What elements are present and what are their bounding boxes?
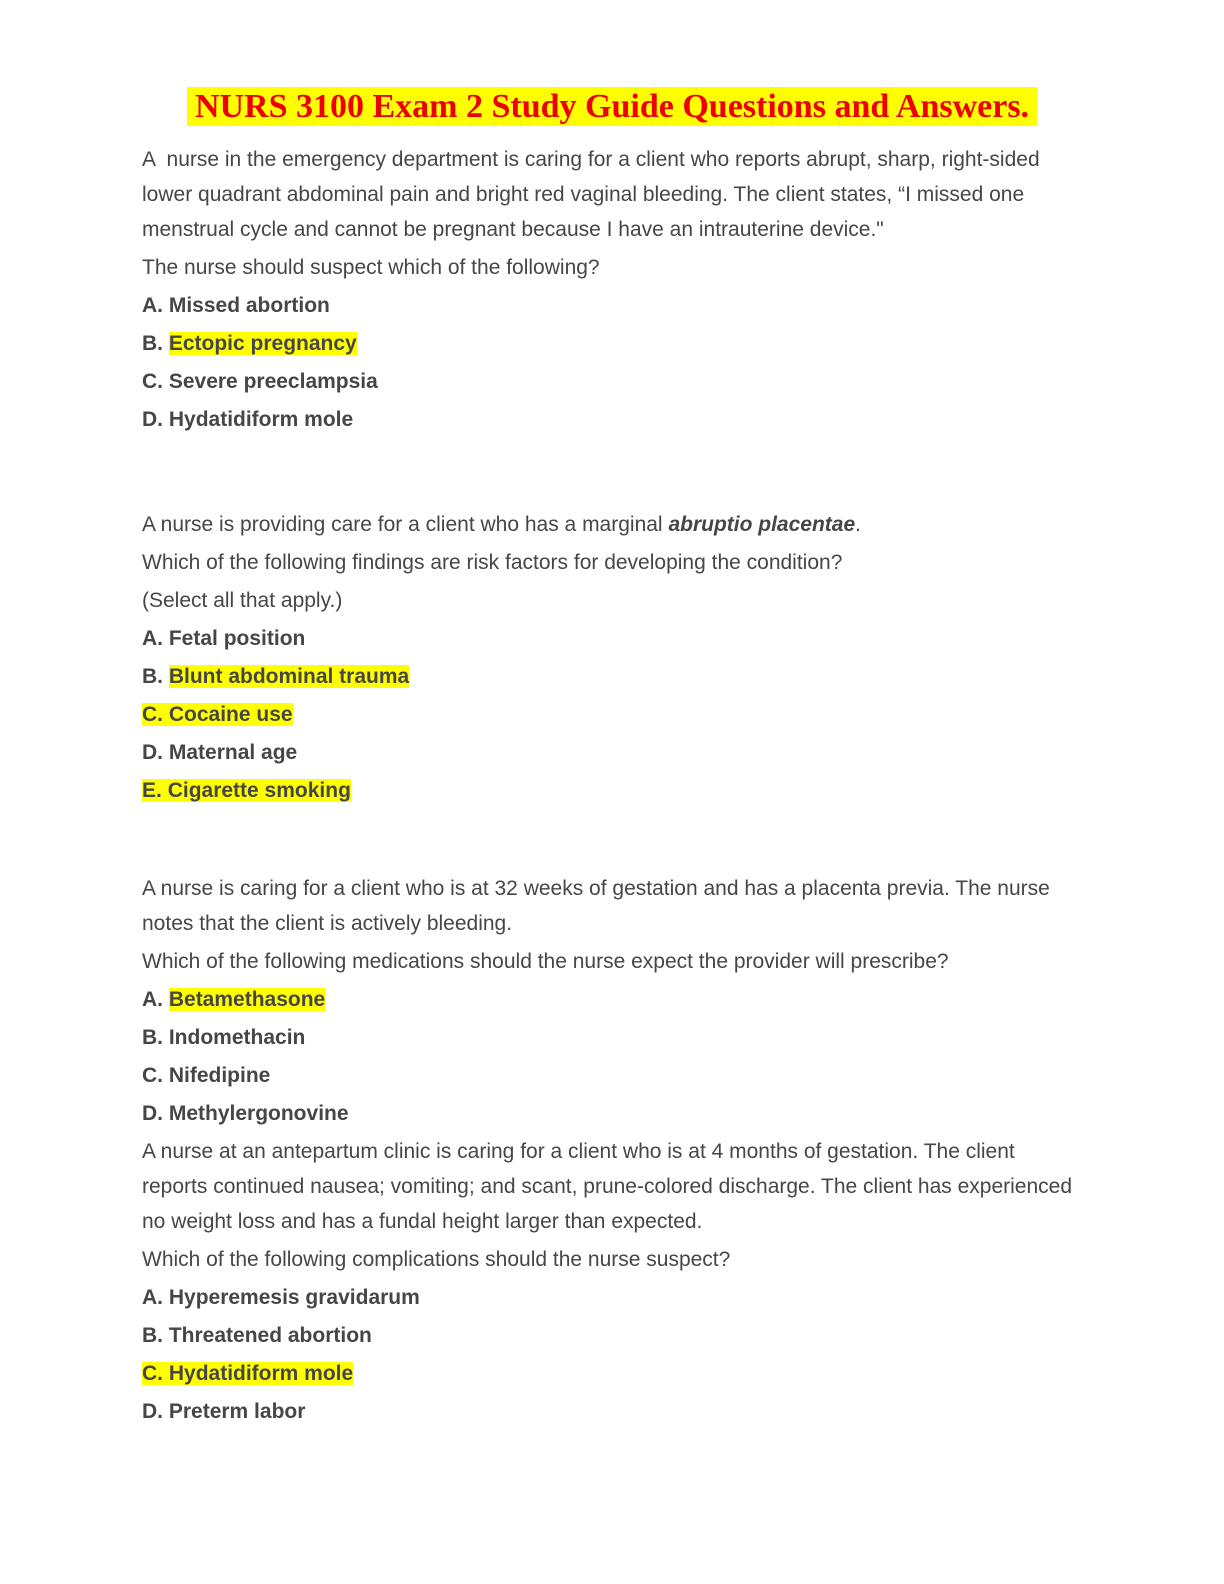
answer-options xyxy=(142,621,1082,808)
answer-option xyxy=(142,982,1082,1017)
question-3 xyxy=(142,871,1082,1131)
option-text: Preterm labor xyxy=(168,1400,306,1423)
option-text: Hyperemesis gravidarum xyxy=(168,1286,420,1309)
question-prompt: The nurse should suspect which of the following? xyxy=(142,256,600,279)
option-letter: D. xyxy=(142,741,163,764)
option-letter: D. xyxy=(142,1400,163,1423)
answer-option xyxy=(142,402,1082,437)
answer-option xyxy=(142,1096,1082,1131)
option-text: Cigarette smoking xyxy=(167,779,351,802)
option-letter: A. xyxy=(142,294,163,317)
option-text: Maternal age xyxy=(168,741,298,764)
option-letter: B. xyxy=(142,1324,163,1347)
option-text: Missed abortion xyxy=(168,294,330,317)
question-prompt: Which of the following findings are risk factors for developing the condition? xyxy=(142,551,843,574)
answer-option xyxy=(142,1318,1082,1353)
answer-option xyxy=(142,288,1082,323)
option-text: Fetal position xyxy=(168,627,306,650)
stem-lead: A nurse is providing care for a client who has a marginal xyxy=(142,513,669,536)
option-letter: E. xyxy=(142,779,162,802)
answer-option xyxy=(142,1394,1082,1429)
answer-option xyxy=(142,364,1082,399)
page-title-text: NURS 3100 Exam 2 Study Guide Questions and Answers. xyxy=(187,87,1037,126)
option-text: Cocaine use xyxy=(168,703,293,726)
option-letter: B. xyxy=(142,665,163,688)
option-text: Ectopic pregnancy xyxy=(168,332,357,355)
answer-option xyxy=(142,621,1082,656)
option-text: Blunt abdominal trauma xyxy=(168,665,410,688)
page-title xyxy=(142,84,1082,130)
option-text: Nifedipine xyxy=(168,1064,271,1087)
question-stem: A nurse at an antepartum clinic is caring for a client who is at 4 months of gestation. The client reports continued nausea; vomiting; and scant, prune-colored discharge. The client has experienced no weight loss and has a fundal height larger than expected. xyxy=(142,1140,1078,1233)
option-letter: C. xyxy=(142,370,163,393)
emphasized-term: abruptio placentae xyxy=(668,513,856,536)
section-gap xyxy=(142,440,1082,507)
question-prompt: Which of the following medications should the nurse expect the provider will prescribe? xyxy=(142,950,949,973)
question-1 xyxy=(142,142,1082,437)
option-letter: A. xyxy=(142,627,163,650)
question-stem: A nurse in the emergency department is caring for a client who reports abrupt, sharp, right-sided lower quadrant abdominal pain and bright red vaginal bleeding. The client states, “I missed one menstrual cycle and cannot be pregnant because I have an intrauterine device." xyxy=(142,148,1046,241)
option-letter: C. xyxy=(142,1362,163,1385)
section-gap xyxy=(142,811,1082,871)
option-letter: B. xyxy=(142,332,163,355)
answer-option xyxy=(142,1280,1082,1315)
answer-option xyxy=(142,659,1082,694)
stem-tail: . xyxy=(855,513,861,536)
question-4 xyxy=(142,1134,1082,1429)
answer-option xyxy=(142,697,1082,732)
answer-options xyxy=(142,1280,1082,1429)
option-text: Hydatidiform mole xyxy=(168,408,354,431)
option-letter: D. xyxy=(142,1102,163,1125)
option-text: Hydatidiform mole xyxy=(168,1362,354,1385)
option-letter: A. xyxy=(142,1286,163,1309)
answer-options xyxy=(142,982,1082,1131)
option-letter: C. xyxy=(142,703,163,726)
question-2 xyxy=(142,507,1082,808)
answer-option xyxy=(142,773,1082,808)
answer-option xyxy=(142,1356,1082,1391)
question-stem xyxy=(142,507,1082,542)
option-text: Indomethacin xyxy=(168,1026,306,1049)
option-text: Betamethasone xyxy=(168,988,326,1011)
option-text: Methylergonovine xyxy=(168,1102,349,1125)
option-letter: B. xyxy=(142,1026,163,1049)
option-text: Threatened abortion xyxy=(168,1324,372,1347)
select-all-note: (Select all that apply.) xyxy=(142,589,343,612)
answer-option xyxy=(142,735,1082,770)
question-prompt: Which of the following complications should the nurse suspect? xyxy=(142,1248,731,1271)
answer-options xyxy=(142,288,1082,437)
option-letter: D. xyxy=(142,408,163,431)
answer-option xyxy=(142,1058,1082,1093)
option-text: Severe preeclampsia xyxy=(168,370,378,393)
option-letter: C. xyxy=(142,1064,163,1087)
option-letter: A. xyxy=(142,988,163,1011)
answer-option xyxy=(142,326,1082,361)
answer-option xyxy=(142,1020,1082,1055)
question-stem: A nurse is caring for a client who is at 32 weeks of gestation and has a placenta previa. The nurse notes that the client is actively bleeding. xyxy=(142,877,1056,935)
